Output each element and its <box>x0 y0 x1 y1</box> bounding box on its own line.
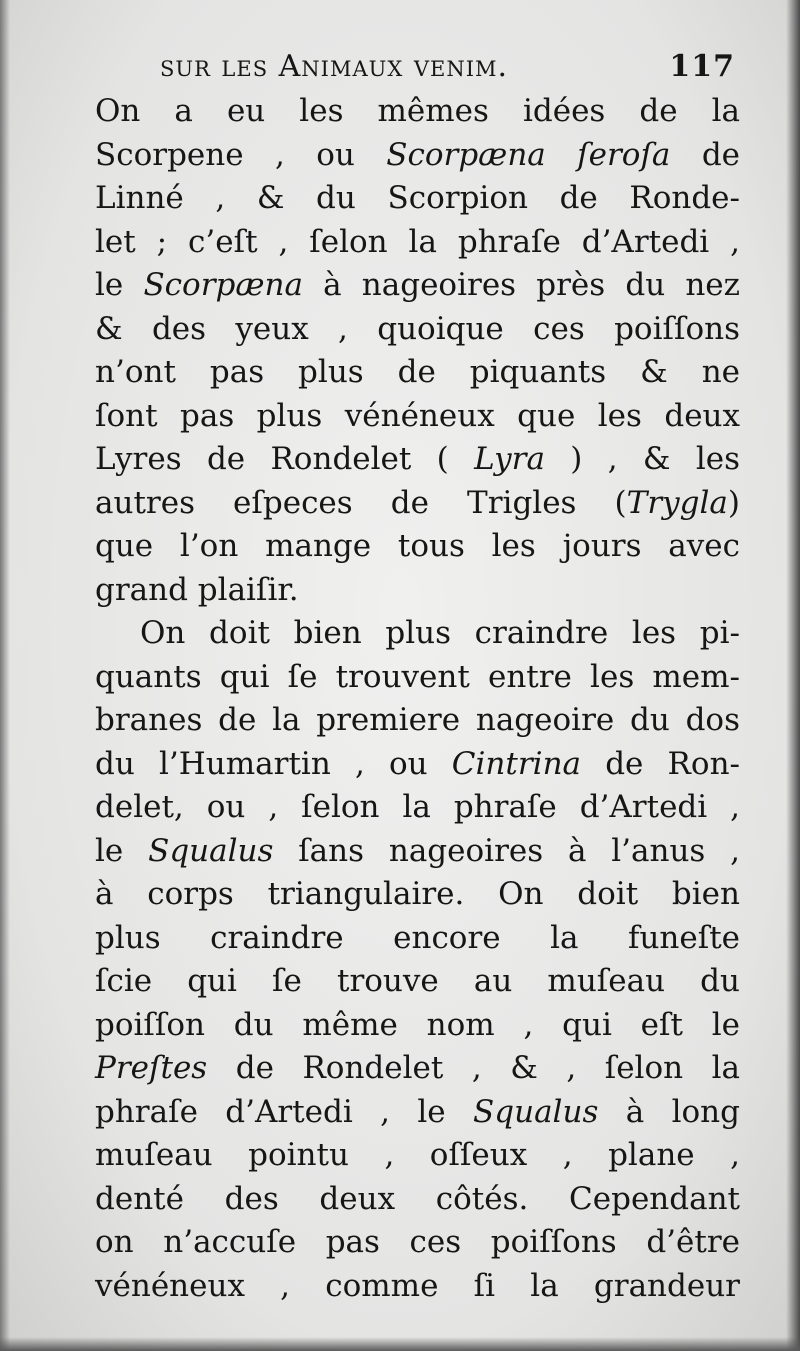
text-segment: ſans nageoires à l’anus , <box>273 832 740 869</box>
text-line <box>95 177 740 221</box>
text-line <box>95 1047 740 1091</box>
text-segment: On doit bien plus craindre les pi- <box>140 615 740 651</box>
text-segment: vénéneux , comme ſi la grandeur <box>95 1267 740 1304</box>
text-line <box>95 1004 740 1048</box>
text-line <box>95 612 740 656</box>
text-segment: Lyres de Rondelet ( <box>95 441 475 477</box>
text-line <box>95 1134 740 1178</box>
page-shadow-bottom <box>0 1337 800 1351</box>
text-segment: ſont pas plus vénéneux que les deux <box>95 397 740 434</box>
italic-text: Preſtes <box>95 1050 208 1086</box>
italic-text: Scorpæna ſeroſa <box>386 136 671 173</box>
text-segment: de Ron- <box>581 745 741 782</box>
italic-text: Scorpæna <box>143 267 303 303</box>
text-segment: que l’on mange tous les jours avec <box>95 528 740 564</box>
text-segment: à corps triangulaire. On doit bien <box>95 876 740 912</box>
italic-text: Lyra <box>474 441 545 477</box>
text-line <box>95 134 740 178</box>
text-segment: Linné , & du Scorpion de Ronde- <box>95 180 740 216</box>
paragraph <box>95 90 740 612</box>
body-text <box>95 90 740 1308</box>
text-line <box>95 786 740 830</box>
text-line <box>95 308 740 352</box>
text-segment: ) , & les <box>544 441 740 477</box>
text-line <box>95 830 740 874</box>
italic-text: Trygla <box>626 484 728 521</box>
text-segment: le <box>95 832 149 869</box>
running-head <box>160 42 735 92</box>
text-line <box>95 569 740 613</box>
page-shadow-left <box>0 0 10 1351</box>
text-segment: ſcie qui ſe trouve au muſeau du <box>95 963 740 999</box>
text-segment: de <box>670 136 741 173</box>
text-segment: poiſſon du même nom , qui eſt le <box>95 1006 740 1043</box>
text-segment: quants qui ſe trouvent entre les mem- <box>95 658 740 695</box>
text-segment: phraſe d’Artedi , le <box>95 1093 474 1130</box>
text-line <box>95 656 740 700</box>
running-head-title: sur les Animaux venim. <box>160 49 509 84</box>
text-line <box>95 1221 740 1265</box>
text-line <box>95 1265 740 1309</box>
text-segment: let ; c’eſt , ſelon la phraſe d’Artedi , <box>95 223 740 260</box>
text-line <box>95 699 740 743</box>
text-line <box>95 90 740 134</box>
text-segment: autres eſpeces de Trigles ( <box>95 484 627 521</box>
text-segment: le <box>95 267 144 303</box>
text-line <box>95 351 740 395</box>
text-segment: à nageoires près du nez <box>302 267 740 303</box>
text-line <box>95 1178 740 1222</box>
text-line <box>95 873 740 917</box>
text-segment: branes de la premiere nageoire du dos <box>95 702 740 738</box>
text-segment: grand plaiſir. <box>95 571 299 608</box>
text-line <box>95 917 740 961</box>
text-segment: On a eu les mêmes idées de la <box>95 93 740 129</box>
page-number: 117 <box>669 49 735 84</box>
text-line <box>95 438 740 482</box>
text-segment: on n’accuſe pas ces poiſſons d’être <box>95 1224 740 1260</box>
text-line <box>95 1091 740 1135</box>
text-line <box>95 743 740 787</box>
text-segment: Scorpene , ou <box>95 136 387 173</box>
text-line <box>95 482 740 526</box>
text-line <box>95 525 740 569</box>
italic-text: Squalus <box>148 832 274 869</box>
text-line <box>95 395 740 439</box>
text-segment: du l’Humartin , ou <box>95 745 452 782</box>
text-segment: & des yeux , quoique ces poiſſons <box>95 310 740 347</box>
italic-text: Squalus <box>473 1093 599 1130</box>
italic-text: Cintrina <box>451 745 582 782</box>
text-line <box>95 960 740 1004</box>
text-segment: delet, ou , ſelon la phraſe d’Artedi , <box>95 789 740 825</box>
text-segment: n’ont pas plus de piquants & ne <box>95 354 740 390</box>
text-segment: denté des deux côtés. Cependant <box>95 1180 740 1217</box>
text-segment: plus craindre encore la funeſte <box>95 919 740 956</box>
text-line <box>95 221 740 265</box>
paragraph <box>95 612 740 1308</box>
text-segment: de Rondelet , & , ſelon la <box>207 1050 740 1086</box>
text-segment: à long <box>598 1093 740 1130</box>
text-segment: muſeau pointu , oſſeux , plane , <box>95 1137 740 1173</box>
page-shadow-right <box>786 0 800 1351</box>
text-line <box>95 264 740 308</box>
text-segment: ) <box>727 484 740 521</box>
